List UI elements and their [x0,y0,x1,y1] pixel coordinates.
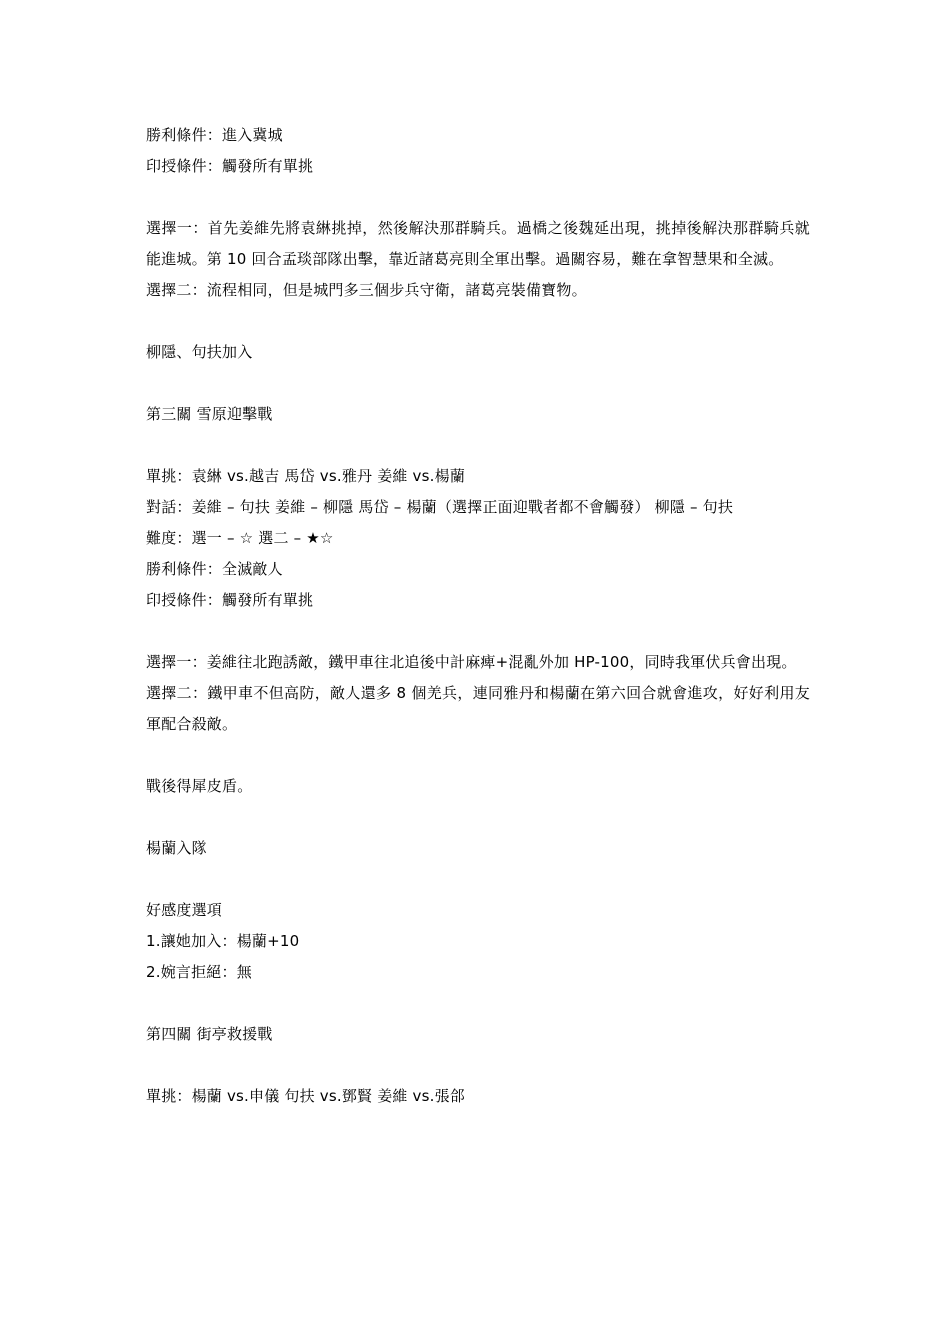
blank-line [146,616,810,647]
choice-two: 選擇二：流程相同，但是城門多三個步兵守衛，諸葛亮裝備寶物。 [146,281,587,299]
difficulty: 難度：選一 – ☆ 選二 – ★☆ [146,529,334,547]
blank-line [146,740,810,771]
blank-line [146,430,810,461]
reward-note: 戰後得犀皮盾。 [146,777,253,795]
stage-title: 第三關 雪原迎擊戰 [146,405,273,423]
stage-title: 第四關 街亭救援戰 [146,1025,273,1043]
affinity-option: 2.婉言拒絕：無 [146,963,252,981]
blank-line [146,182,810,213]
affinity-option: 1.讓她加入：楊蘭+10 [146,932,300,950]
choice-one: 選擇一：姜維往北跑誘敵，鐵甲車往北追後中計麻痺+混亂外加 HP-100，同時我軍伏兵會出現。 [146,653,797,671]
victory-condition: 勝利條件：進入冀城 [146,126,283,144]
blank-line [146,864,810,895]
document-page [146,120,810,1112]
join-note: 楊蘭入隊 [146,839,207,857]
choice-two: 選擇二：鐵甲車不但高防，敵人還多 8 個羌兵，連同雅丹和楊蘭在第六回合就會進攻，好好利用友軍配合殺敵。 [146,684,810,733]
blank-line [146,1050,810,1081]
victory-condition: 勝利條件：全滅敵人 [146,560,283,578]
blank-line [146,368,810,399]
duels: 單挑：袁綝 vs.越吉 馬岱 vs.雅丹 姜維 vs.楊蘭 [146,467,466,485]
dialogues: 對話：姜維 – 句扶 姜維 – 柳隱 馬岱 – 楊蘭（選擇正面迎戰者都不會觸發） 柳隱 – 句扶 [146,498,734,516]
blank-line [146,802,810,833]
affinity-heading: 好感度選項 [146,901,223,919]
choice-one: 選擇一：首先姜維先將袁綝挑掉，然後解決那群騎兵。過橋之後魏延出現，挑掉後解決那群騎兵就能進城。第 10 回合孟琰部隊出擊，靠近諸葛亮則全軍出擊。過關容易，難在拿智慧果和全滅。 [146,219,810,268]
blank-line [146,306,810,337]
blank-line [146,988,810,1019]
seal-condition: 印授條件：觸發所有單挑 [146,157,314,175]
seal-condition: 印授條件：觸發所有單挑 [146,591,314,609]
duels: 單挑：楊蘭 vs.申儀 句扶 vs.鄧賢 姜維 vs.張郃 [146,1087,466,1105]
join-note: 柳隱、句扶加入 [146,343,253,361]
